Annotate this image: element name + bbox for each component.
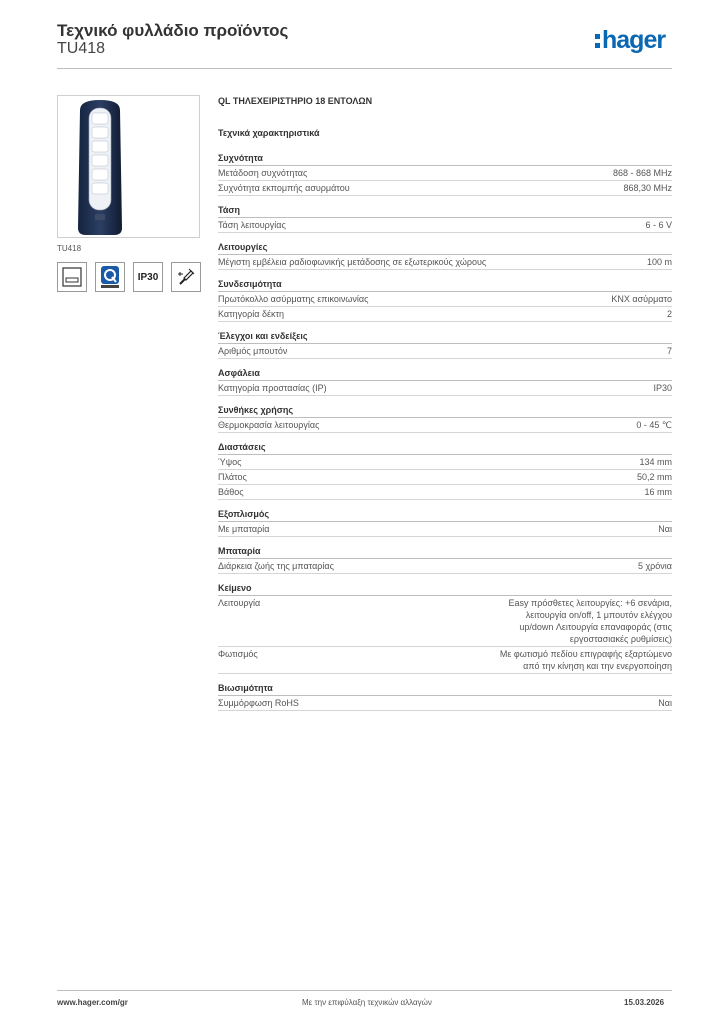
spec-value: 868 - 868 MHz — [612, 168, 672, 178]
spec-label: Θερμοκρασία λειτουργίας — [218, 420, 320, 430]
spec-label: Πλάτος — [218, 472, 247, 482]
spec-row — [218, 418, 672, 433]
spec-value: KNX ασύρματο — [611, 294, 672, 304]
section-voltage — [218, 204, 672, 233]
spec-row — [218, 344, 672, 359]
quicklink-icon — [95, 262, 125, 292]
spec-row — [218, 381, 672, 396]
spec-label: Ύψος — [218, 457, 242, 467]
spec-row — [218, 181, 672, 196]
section-equipment — [218, 508, 672, 537]
spec-value: Easy πρόσθετες λειτουργίες: +6 σενάρια, λειτουργία on/off, 1 μπουτόν ελέγχου up/down Λειτουργία επαναφοράς (στις εργοστασιακές ρυθμίσεις) — [508, 598, 672, 644]
section-title: Λειτουργίες — [218, 241, 672, 255]
spec-value: 5 χρόνια — [637, 561, 672, 571]
section-frequency — [218, 152, 672, 196]
spec-row — [218, 292, 672, 307]
spec-row — [218, 485, 672, 500]
product-code: TU418 — [57, 40, 106, 57]
spec-label: Μέγιστη εμβέλεια ραδιοφωνικής μετάδοσης σε εξωτερικούς χώρους — [218, 257, 487, 267]
spec-row — [218, 470, 672, 485]
section-title: Εξοπλισμός — [218, 508, 672, 522]
footer-disclaimer: Με την επιφύλαξη τεχνικών αλλαγών — [302, 998, 432, 1007]
section-conditions — [218, 404, 672, 433]
section-text — [218, 582, 672, 674]
certification-icons — [57, 262, 201, 292]
section-controls — [218, 330, 672, 359]
section-title: Κείμενο — [218, 582, 672, 596]
spec-label: Με μπαταρία — [218, 524, 270, 534]
section-battery — [218, 545, 672, 574]
product-image-caption: TU418 — [57, 244, 82, 253]
section-title: Έλεγχοι και ενδείξεις — [218, 330, 672, 344]
section-connectivity — [218, 278, 672, 322]
flush-mount-icon — [57, 262, 87, 292]
spec-value: 134 mm — [639, 457, 672, 467]
spec-row — [218, 696, 672, 711]
spec-label: Βάθος — [218, 487, 244, 497]
section-title: Μπαταρία — [218, 545, 672, 559]
spec-row — [218, 307, 672, 322]
logo-text: hager — [602, 26, 666, 54]
spec-value: 100 m — [646, 257, 672, 267]
page-title: Τεχνικό φυλλάδιο προϊόντος — [57, 21, 289, 40]
spec-row — [218, 647, 672, 674]
spec-value: 7 — [666, 346, 672, 356]
spec-label: Συχνότητα εκπομπής ασυρμάτου — [218, 183, 350, 193]
spec-row — [218, 166, 672, 181]
spec-value: Ναι — [658, 698, 672, 708]
section-title: Ασφάλεια — [218, 367, 672, 381]
hager-logo[interactable] — [595, 28, 665, 53]
footer-date: 15.03.2026 — [624, 998, 665, 1007]
spec-row — [218, 522, 672, 537]
section-title: Τάση — [218, 204, 672, 218]
spec-label: Κατηγορία προστασίας (IP) — [218, 383, 327, 393]
tech-features-title: Τεχνικά χαρακτηριστικά — [218, 128, 320, 138]
section-sustainability — [218, 682, 672, 711]
section-title: Διαστάσεις — [218, 441, 672, 455]
spec-label: Αριθμός μπουτόν — [218, 346, 288, 356]
spec-row — [218, 218, 672, 233]
section-title: Συχνότητα — [218, 152, 672, 166]
spec-value: 16 mm — [644, 487, 672, 497]
spec-label: Λειτουργία — [218, 598, 261, 608]
ip-rating-label: IP30 — [137, 271, 159, 283]
spec-label: Τάση λειτουργίας — [218, 220, 286, 230]
spec-value: 50,2 mm — [636, 472, 672, 482]
spec-label: Διάρκεια ζωής της μπαταρίας — [218, 561, 334, 571]
spec-value: 868,30 MHz — [623, 183, 672, 193]
header-divider — [57, 68, 672, 69]
spec-value: Με φωτισμό πεδίου επιγραφής εξαρτώμενο από την κίνηση και την ενεργοποίηση — [499, 649, 672, 671]
spec-value: Ναι — [658, 524, 672, 534]
tech-sheet-content — [218, 95, 672, 711]
spec-label: Φωτισμός — [218, 649, 258, 659]
spec-value: 0 - 45 ℃ — [636, 420, 672, 430]
section-title: Βιωσιμότητα — [218, 682, 672, 696]
section-dimensions — [218, 441, 672, 500]
product-image — [57, 95, 200, 238]
spec-value: 2 — [666, 309, 672, 319]
ip30-badge — [133, 262, 163, 292]
spec-row — [218, 559, 672, 574]
spec-label: Πρωτόκολλο ασύρματης επικοινωνίας — [218, 294, 369, 304]
installation-tool-icon — [171, 262, 201, 292]
spec-row — [218, 455, 672, 470]
product-name: QL ΤΗΛΕΧΕΙΡΙΣΤΗΡΙΟ 18 ΕΝΤΟΛΩΝ — [218, 96, 373, 106]
section-title: Συνθήκες χρήσης — [218, 404, 672, 418]
spec-row — [218, 596, 672, 647]
footer-divider — [57, 990, 672, 991]
spec-row — [218, 255, 672, 270]
logo-colon-icon — [595, 34, 600, 48]
footer-website-link[interactable]: www.hager.com/gr — [57, 998, 128, 1007]
spec-label: Κατηγορία δέκτη — [218, 309, 285, 319]
section-safety — [218, 367, 672, 396]
spec-label: Συμμόρφωση RoHS — [218, 698, 299, 708]
spec-value: 6 - 6 V — [645, 220, 672, 230]
section-functions — [218, 241, 672, 270]
spec-value: IP30 — [653, 383, 672, 393]
section-title: Συνδεσιμότητα — [218, 278, 672, 292]
spec-label: Μετάδοση συχνότητας — [218, 168, 308, 178]
